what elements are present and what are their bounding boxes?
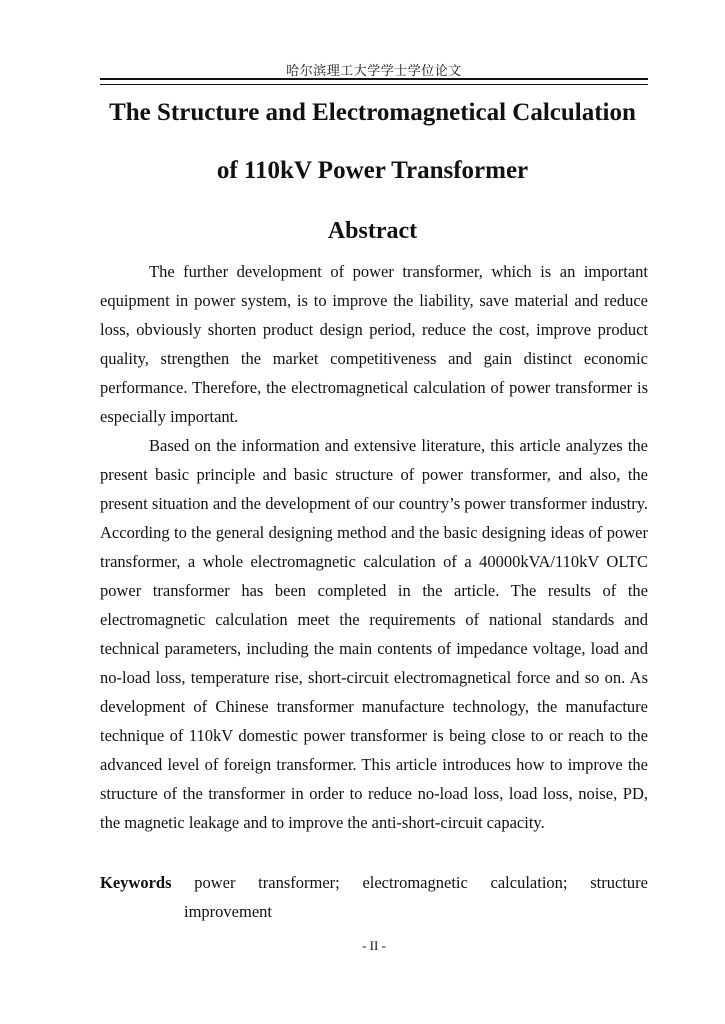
- keyword-term: electromagnetic: [362, 873, 468, 892]
- keywords-section: [100, 868, 648, 926]
- running-header: 哈尔滨理工大学学士学位论文: [286, 64, 462, 79]
- abstract-heading: Abstract: [327, 218, 418, 244]
- keyword-continuation: improvement: [184, 902, 272, 921]
- keyword-term: power: [194, 873, 236, 892]
- keywords-label: Keywords: [100, 873, 172, 892]
- abstract-body: [100, 257, 648, 837]
- keyword-term: calculation;: [490, 873, 568, 892]
- thesis-title-line-1: The Structure and Electromagnetical Calculation: [109, 99, 636, 126]
- thesis-title-line-2: of 110kV Power Transformer: [216, 157, 529, 184]
- abstract-paragraph-1: The further development of power transformer, which is an important equipment in power system, is to improve the liability, save material and reduce loss, obviously shorten product design period, reduce the cost, improve product quality, strengthen the market competitiveness and gain distinct economic performance. Therefore, the electromagnetical calculation of power transformer is especially important.: [100, 262, 648, 426]
- keyword-term: transformer;: [258, 873, 340, 892]
- keyword-term: structure: [590, 873, 648, 892]
- header-rule-thick: [100, 78, 648, 80]
- abstract-paragraph-2: Based on the information and extensive literature, this article analyzes the present basic principle and basic structure of power transformer, and also, the present situation and the development of our country’s power transformer industry. According to the general designing method and the basic designing ideas of power transformer, a whole electromagnetic calculation of a 40000kVA/110kV OLTC power transformer has been completed in the article. The results of the electromagnetic calculation meet the requirements of national standards and technical parameters, including the main contents of impedance voltage, load and no-load loss, temperature rise, short-circuit electromagnetical force and so on. As development of Chinese transformer manufacture technology, the manufacture technique of 110kV domestic power transformer is being close to or reach to the advanced level of foreign transformer. This article introduces how to improve the structure of the transformer in order to reduce no-load loss, load loss, noise, PD, the magnetic leakage and to improve the anti-short-circuit capacity.: [100, 436, 648, 832]
- page-number: - II -: [362, 938, 386, 953]
- header-rule-thin: [100, 84, 648, 85]
